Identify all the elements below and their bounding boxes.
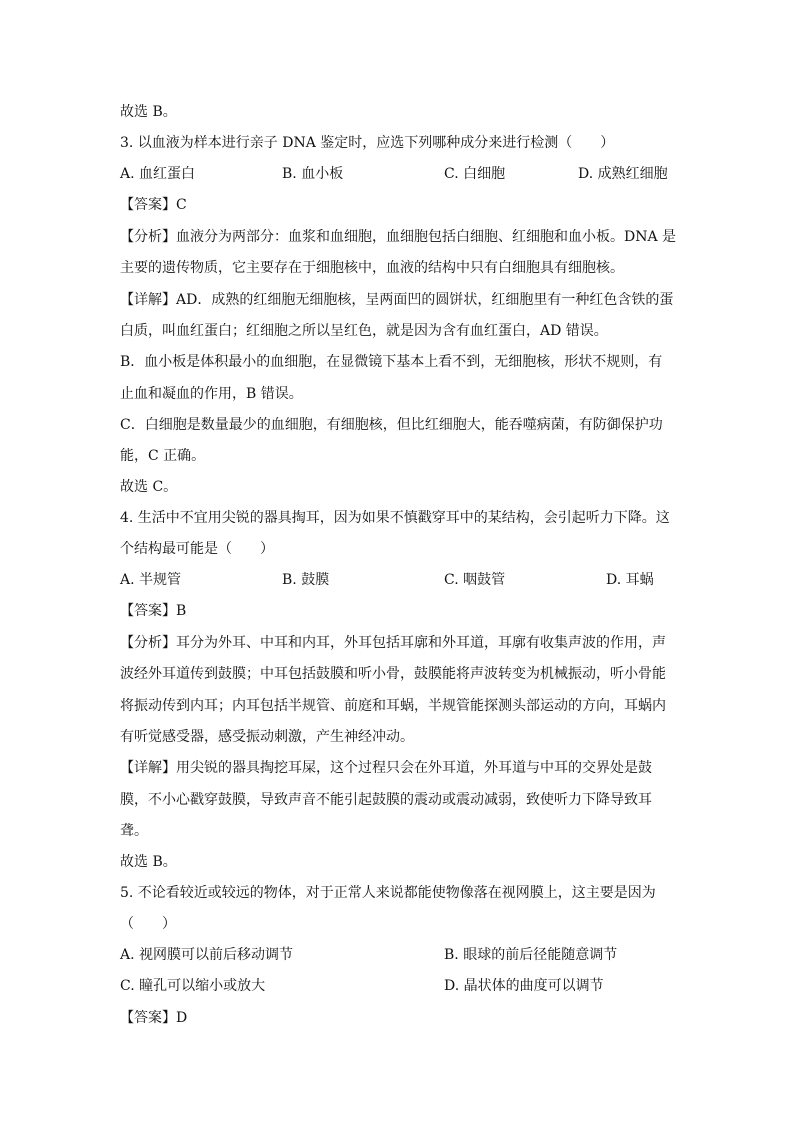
q4-detail-cont-2: 聋。 [120,823,148,839]
q3-detail-cont: 白质，叫血红蛋白；红细胞之所以呈红色，就是因为含有血红蛋白，AD 错误。 [120,323,608,339]
conclusion-q4: 故选 B。 [120,854,177,870]
conclusion-q2: 故选 B。 [120,104,177,120]
question-3: 3. 以血液为样本进行亲子 DNA 鉴定时，应选下列哪种成分来进行检测（ ） [120,135,615,151]
q3-option-a: A. 血红蛋白 [120,166,196,182]
conclusion-q3: 故选 C。 [120,479,178,495]
q4-analysis: 【分析】耳分为外耳、中耳和内耳，外耳包括耳廓和外耳道，耳廓有收集声波的作用，声 [120,635,666,651]
q3-detail-c: C．白细胞是数量最少的血细胞，有细胞核，但比红细胞大，能吞噬病菌，有防御保护功 [120,417,663,433]
q3-detail-b: B．血小板是体积最小的血细胞，在显微镜下基本上看不到，无细胞核，形状不规则，有 [120,354,663,370]
q4-analysis-cont-2: 将振动传到内耳；内耳包括半规管、前庭和耳蜗，半规管能探测头部运动的方向，耳蜗内 [120,698,666,714]
q3-option-c: C. 白细胞 [444,166,506,182]
q4-analysis-cont-1: 波经外耳道传到鼓膜；中耳包括鼓膜和听小骨，鼓膜能将声波转变为机械振动，听小骨能 [120,666,666,682]
q5-option-d: D. 晶状体的曲度可以调节 [444,978,604,994]
question-4: 4. 生活中不宜用尖锐的器具掏耳，因为如果不慎戳穿耳中的某结构，会引起听力下降。这 [120,510,670,526]
question-5: 5. 不论看较近或较远的物体，对于正常人来说都能使物像落在视网膜上，这主要是因为 [120,885,656,901]
q3-option-d: D. 成熟红细胞 [578,166,668,182]
q3-analysis-cont: 主要的遗传物质，它主要存在于细胞核中，血液的结构中只有白细胞具有细胞核。 [120,260,624,276]
q4-detail: 【详解】用尖锐的器具掏挖耳屎，这个过程只会在外耳道，外耳道与中耳的交界处是鼓 [120,760,652,776]
q3-detail-b-cont: 止血和凝血的作用，B 错误。 [120,386,303,402]
q5-option-b: B. 眼球的前后径能随意调节 [444,947,618,963]
q4-detail-cont: 膜，不小心戳穿鼓膜，导致声音不能引起鼓膜的震动或震动减弱，致使听力下降导致耳 [120,792,652,808]
question-4-cont: 个结构最可能是（ ） [120,541,274,557]
q3-detail: 【详解】AD．成熟的红细胞无细胞核，呈两面凹的圆饼状，红细胞里有一种红色含铁的蛋 [120,292,674,308]
question-5-cont: （ ） [120,916,176,932]
q5-option-a: A. 视网膜可以前后移动调节 [120,947,294,963]
q4-answer: 【答案】B [120,603,187,619]
q4-analysis-cont-3: 有听觉感受器，感受振动刺激，产生神经冲动。 [120,729,414,745]
q5-answer: 【答案】D [120,1010,188,1026]
q5-option-c: C. 瞳孔可以缩小或放大 [120,978,266,994]
q4-option-c: C. 咽鼓管 [444,572,506,588]
q3-answer: 【答案】C [120,197,187,213]
q3-analysis: 【分析】血液分为两部分：血浆和血细胞，血细胞包括白细胞、红细胞和血小板。DNA 是 [120,229,677,245]
q4-option-d: D. 耳蜗 [606,572,654,588]
q4-option-a: A. 半规管 [120,572,182,588]
q3-option-b: B. 血小板 [282,166,344,182]
q3-detail-c-cont: 能，C 正确。 [120,448,206,464]
q4-option-b: B. 鼓膜 [282,572,330,588]
